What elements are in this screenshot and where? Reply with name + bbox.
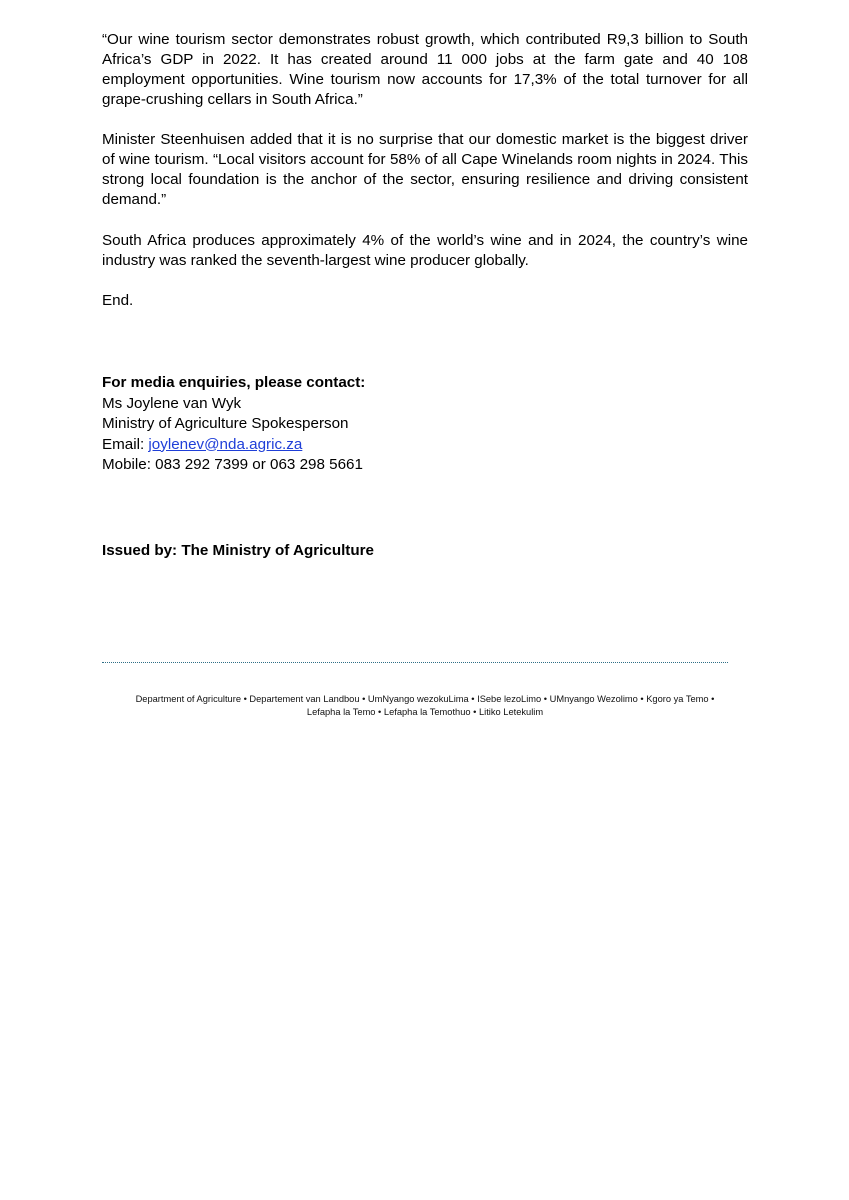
contact-mobile: Mobile: 083 292 7399 or 063 298 5661 xyxy=(102,456,363,473)
contact-name: Ms Joylene van Wyk xyxy=(102,394,242,412)
media-contact-block xyxy=(102,373,748,476)
paragraph-global-ranking: South Africa produces approximately 4% of the world’s wine and in 2024, the country’s wine industry was ranked the seventh-largest wine producer globally. xyxy=(102,232,748,269)
contact-heading: For media enquiries, please contact: xyxy=(102,374,366,391)
footer-departments xyxy=(102,693,748,718)
email-label: Email: xyxy=(102,435,149,453)
footer-line-1: Department of Agriculture • Departement van Landbou • UmNyango wezokuLima • ISebe lezoLimo • UMnyango Wezolimo • Kgoro ya Temo • xyxy=(135,694,715,704)
footer-line-2: Lefapha la Temo • Lefapha la Temothuo • Litiko Letekulim xyxy=(306,706,544,717)
contact-email-line xyxy=(102,435,748,456)
contact-role: Ministry of Agriculture Spokesperson xyxy=(102,415,349,432)
paragraph-domestic-market: Minister Steenhuisen added that it is no surprise that our domestic market is the biggest driver of wine tourism. “Local visitors account for 58% of all Cape Winelands room nights in 2024. This strong local foundation is the anchor of the sector, ensuring resilience and driving consistent demand.” xyxy=(102,131,748,208)
paragraph-end: End. xyxy=(102,292,134,309)
email-link[interactable]: joylenev@nda.agric.za xyxy=(148,435,303,453)
footer-divider xyxy=(102,662,728,663)
issued-by: Issued by: The Ministry of Agriculture xyxy=(102,542,375,559)
paragraph-gdp-growth: “Our wine tourism sector demonstrates robust growth, which contributed R9,3 billion to South Africa’s GDP in 2022. It has created around 11 000 jobs at the farm gate and 40 108 employment opportunities. Wine tourism now accounts for 17,3% of the total turnover for all grape-crushing cellars in South Africa.” xyxy=(102,31,748,108)
